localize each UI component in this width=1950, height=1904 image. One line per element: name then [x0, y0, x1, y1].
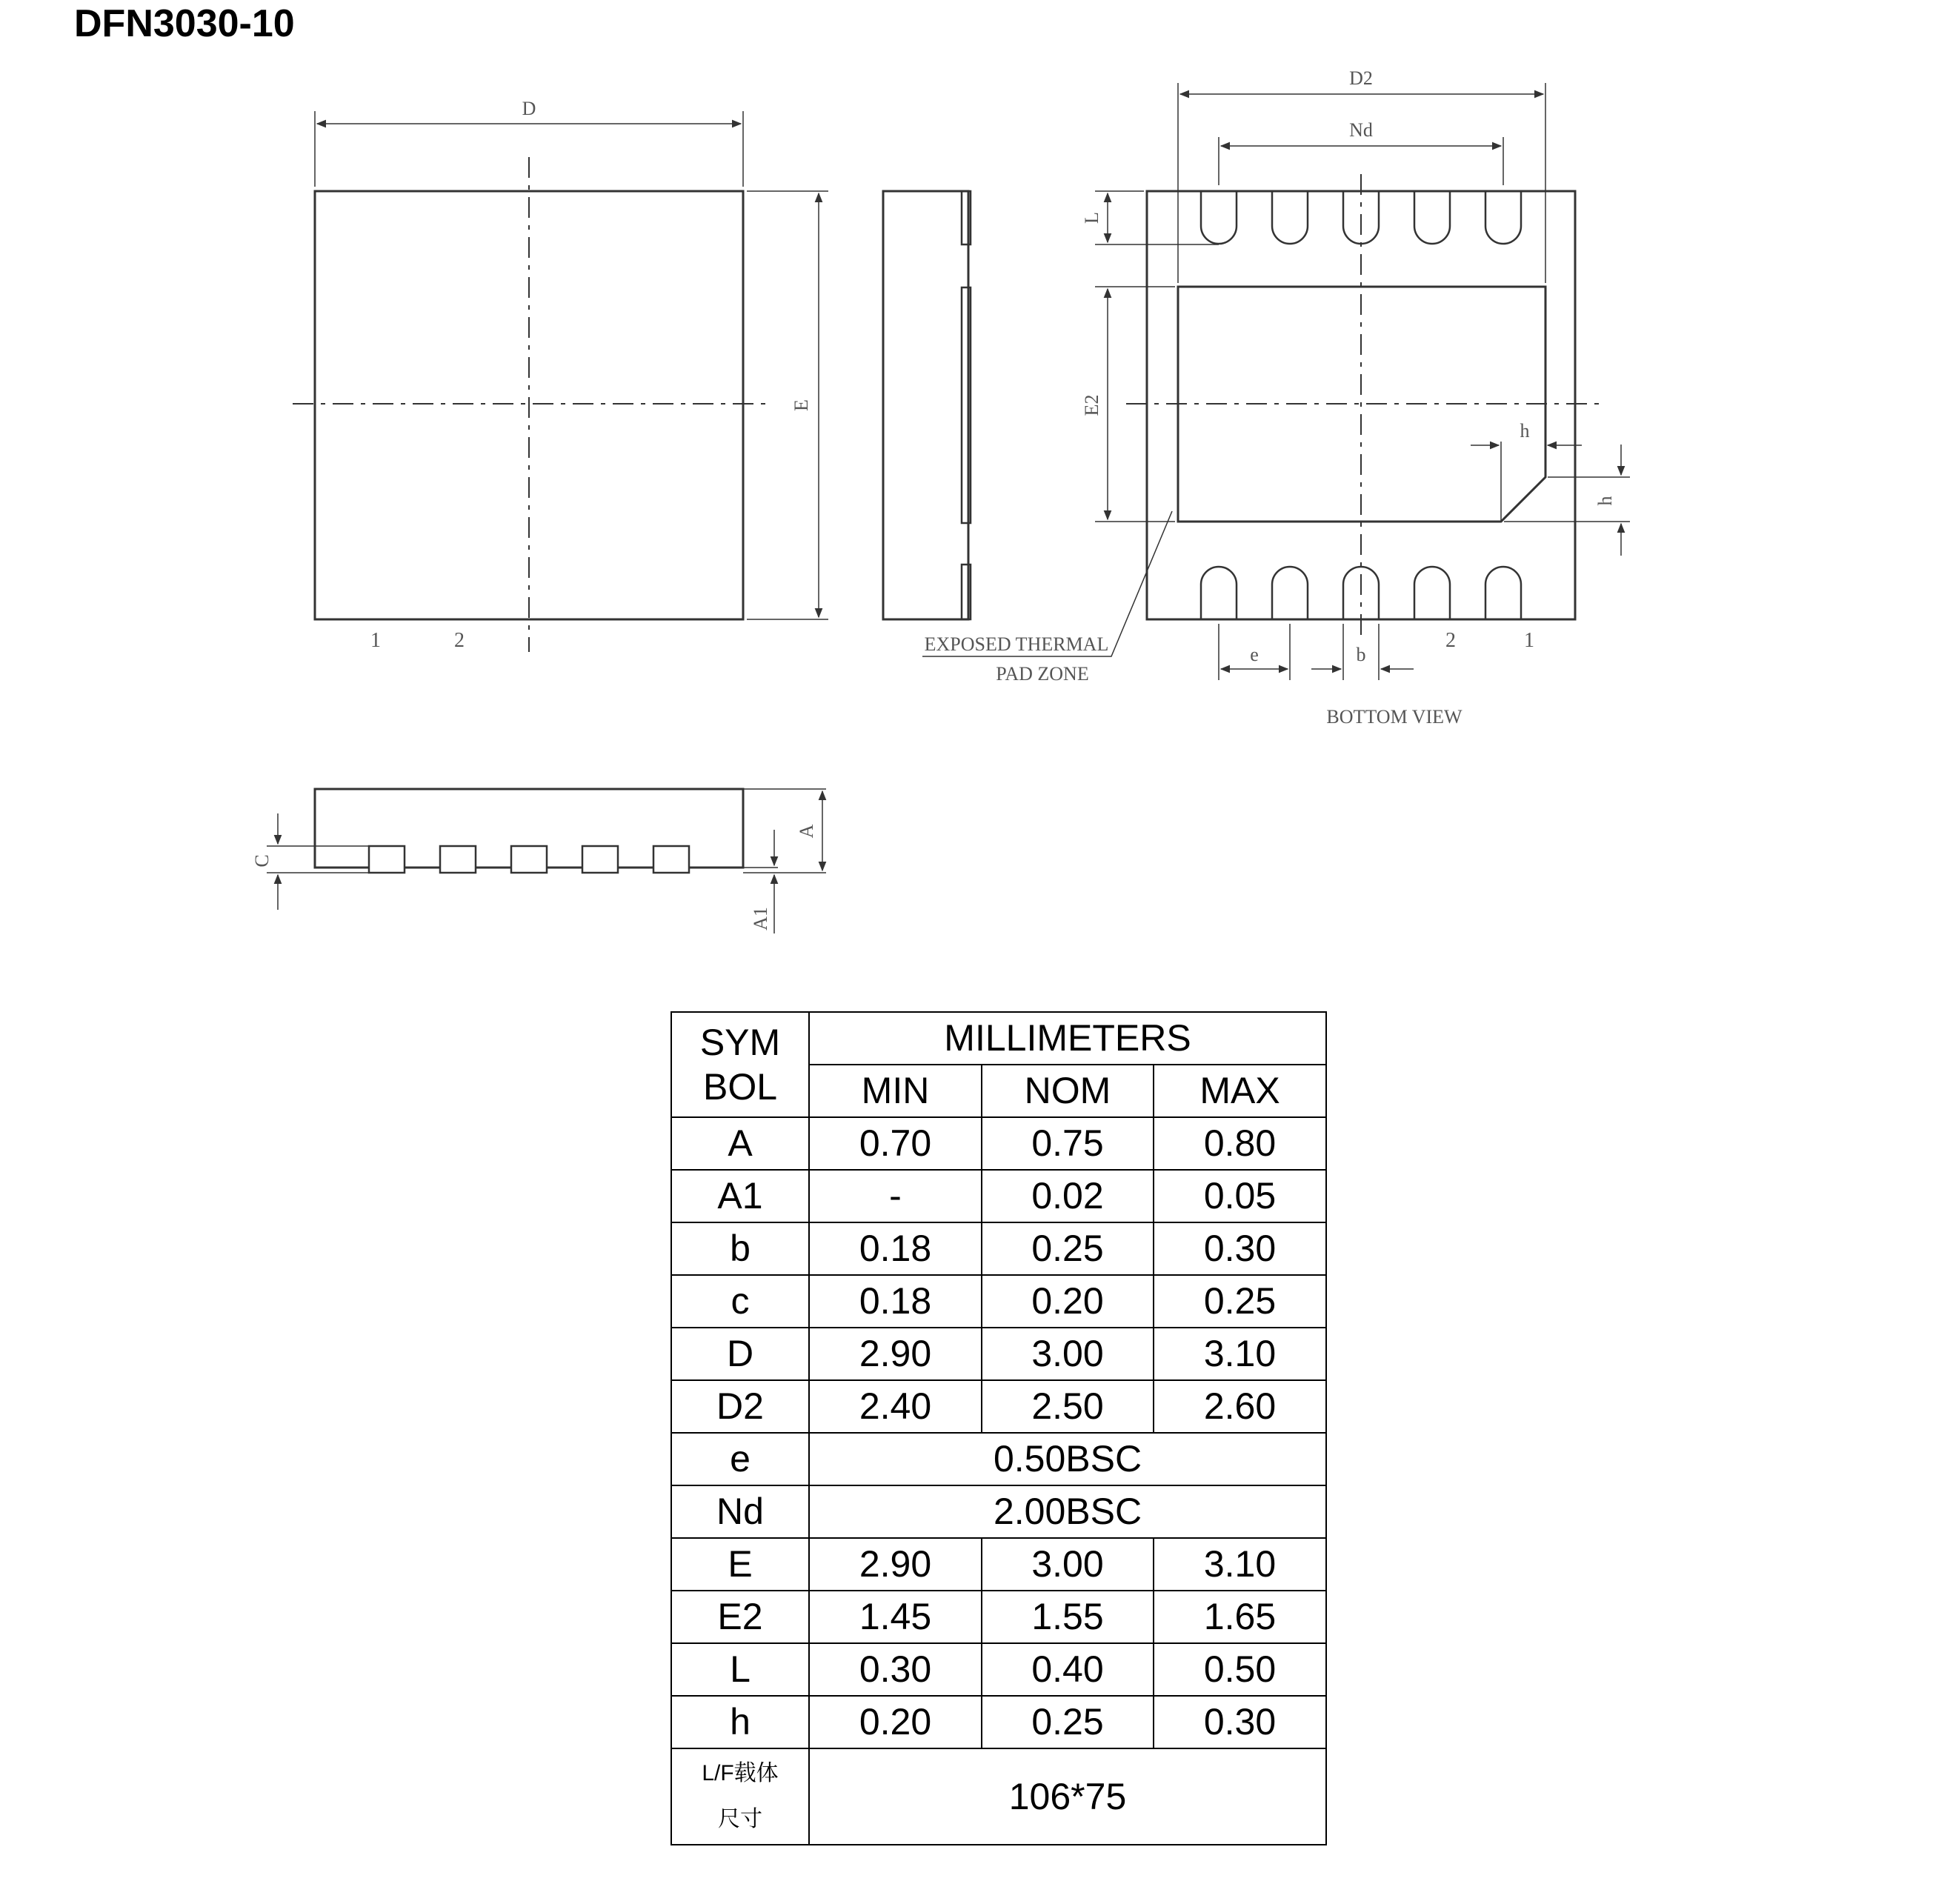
- table-row: [671, 1696, 1326, 1748]
- dim-a1-label: A1: [750, 907, 771, 931]
- table-row: [671, 1591, 1326, 1643]
- exposed-pad-label-line2: PAD ZONE: [996, 663, 1089, 685]
- col-max-header: MAX: [1154, 1065, 1326, 1117]
- front-lead-3: [511, 846, 547, 873]
- row-symbol: b: [671, 1222, 809, 1275]
- pin1-label-bottom-view: 1: [1524, 629, 1534, 652]
- dim-h-vertical-label: h: [1594, 496, 1616, 506]
- sym-header: [671, 1012, 809, 1117]
- exposed-pad-label-line1: EXPOSED THERMAL: [924, 633, 1109, 655]
- row-max: 0.25: [1154, 1275, 1326, 1328]
- lf-label-line1: L/F载体: [702, 1761, 779, 1785]
- table-header-row: [671, 1012, 1326, 1065]
- row-max: 0.80: [1154, 1117, 1326, 1170]
- pin1-label-top-view: 1: [370, 629, 381, 652]
- front-lead-4: [582, 846, 618, 873]
- dim-e2-label: E2: [1081, 394, 1102, 416]
- row-symbol: D: [671, 1328, 809, 1380]
- lf-label-line2: 尺寸: [718, 1807, 762, 1831]
- row-nom: 3.00: [982, 1538, 1154, 1591]
- row-nom: 3.00: [982, 1328, 1154, 1380]
- side-view-right: [883, 191, 971, 619]
- dim-l-label: L: [1081, 212, 1102, 224]
- dim-nd-label: Nd: [1349, 119, 1373, 141]
- bottom-view-label: BOTTOM VIEW: [1326, 706, 1462, 728]
- row-symbol: Nd: [671, 1485, 809, 1538]
- top-pad-4: [1414, 191, 1450, 244]
- lf-label: [671, 1748, 809, 1845]
- table-row: [671, 1433, 1326, 1485]
- row-min: 0.20: [809, 1696, 982, 1748]
- dim-c-label: C: [251, 854, 273, 868]
- row-symbol: L: [671, 1643, 809, 1696]
- row-symbol: c: [671, 1275, 809, 1328]
- bottom-pad-1: [1201, 567, 1237, 619]
- bottom-view: [922, 83, 1630, 680]
- row-max: 1.65: [1154, 1591, 1326, 1643]
- row-symbol: D2: [671, 1380, 809, 1433]
- side-view-front: [267, 789, 826, 933]
- bottom-pad-2: [1272, 567, 1308, 619]
- dim-e-label: E: [791, 399, 812, 411]
- row-min: 2.40: [809, 1380, 982, 1433]
- row-max: 0.30: [1154, 1696, 1326, 1748]
- row-min: 0.70: [809, 1117, 982, 1170]
- row-max: 3.10: [1154, 1328, 1326, 1380]
- top-pad-2: [1272, 191, 1308, 244]
- table-row: [671, 1170, 1326, 1222]
- top-view: [293, 111, 828, 652]
- row-nom: 0.20: [982, 1275, 1154, 1328]
- row-min: 2.90: [809, 1538, 982, 1591]
- row-symbol: E: [671, 1538, 809, 1591]
- row-symbol: A: [671, 1117, 809, 1170]
- row-symbol: E2: [671, 1591, 809, 1643]
- table-row: [671, 1328, 1326, 1380]
- row-nom: 0.40: [982, 1643, 1154, 1696]
- row-nom: 0.25: [982, 1222, 1154, 1275]
- page-title: DFN3030-10: [74, 2, 295, 45]
- table-row: [671, 1538, 1326, 1591]
- row-bsc-value: 2.00BSC: [809, 1485, 1326, 1538]
- dim-b-label: b: [1356, 644, 1366, 665]
- row-min: 0.18: [809, 1222, 982, 1275]
- row-min: 2.90: [809, 1328, 982, 1380]
- row-nom: 1.55: [982, 1591, 1154, 1643]
- row-symbol: e: [671, 1433, 809, 1485]
- dim-a-label: A: [796, 824, 817, 839]
- row-min: 1.45: [809, 1591, 982, 1643]
- col-min-header: MIN: [809, 1065, 982, 1117]
- dim-e-pitch-label: e: [1250, 644, 1259, 665]
- dimensions-table: [670, 1011, 1327, 1845]
- row-nom: 0.25: [982, 1696, 1154, 1748]
- row-symbol: A1: [671, 1170, 809, 1222]
- dim-h-horizontal-label: h: [1520, 420, 1530, 442]
- row-min: 0.30: [809, 1643, 982, 1696]
- side-view-body: [883, 191, 968, 619]
- row-max: 0.30: [1154, 1222, 1326, 1275]
- dim-d-label: D: [522, 98, 536, 119]
- sym-header-line2: BOL: [702, 1066, 778, 1108]
- row-min: 0.18: [809, 1275, 982, 1328]
- row-max: 0.05: [1154, 1170, 1326, 1222]
- lf-value: 106*75: [809, 1748, 1326, 1845]
- col-nom-header: NOM: [982, 1065, 1154, 1117]
- row-nom: 0.75: [982, 1117, 1154, 1170]
- row-max: 0.50: [1154, 1643, 1326, 1696]
- front-lead-5: [653, 846, 689, 873]
- row-max: 2.60: [1154, 1380, 1326, 1433]
- table-row: [671, 1222, 1326, 1275]
- sym-header-line1: SYM: [699, 1022, 781, 1063]
- table-row: [671, 1380, 1326, 1433]
- table-row: [671, 1643, 1326, 1696]
- table-row: [671, 1485, 1326, 1538]
- front-lead-2: [440, 846, 476, 873]
- row-nom: 2.50: [982, 1380, 1154, 1433]
- bottom-pad-5: [1485, 567, 1521, 619]
- table-row-lf: [671, 1748, 1326, 1845]
- dim-d2-label: D2: [1349, 67, 1373, 89]
- row-min: -: [809, 1170, 982, 1222]
- pin2-label-top-view: 2: [454, 629, 465, 652]
- row-symbol: h: [671, 1696, 809, 1748]
- pin2-label-bottom-view: 2: [1445, 629, 1456, 652]
- table-row: [671, 1275, 1326, 1328]
- front-lead-1: [369, 846, 405, 873]
- table-row: [671, 1117, 1326, 1170]
- bottom-pad-4: [1414, 567, 1450, 619]
- top-pad-5: [1485, 191, 1521, 244]
- row-max: 3.10: [1154, 1538, 1326, 1591]
- unit-header: MILLIMETERS: [809, 1012, 1326, 1065]
- top-pad-1: [1201, 191, 1237, 244]
- row-bsc-value: 0.50BSC: [809, 1433, 1326, 1485]
- row-nom: 0.02: [982, 1170, 1154, 1222]
